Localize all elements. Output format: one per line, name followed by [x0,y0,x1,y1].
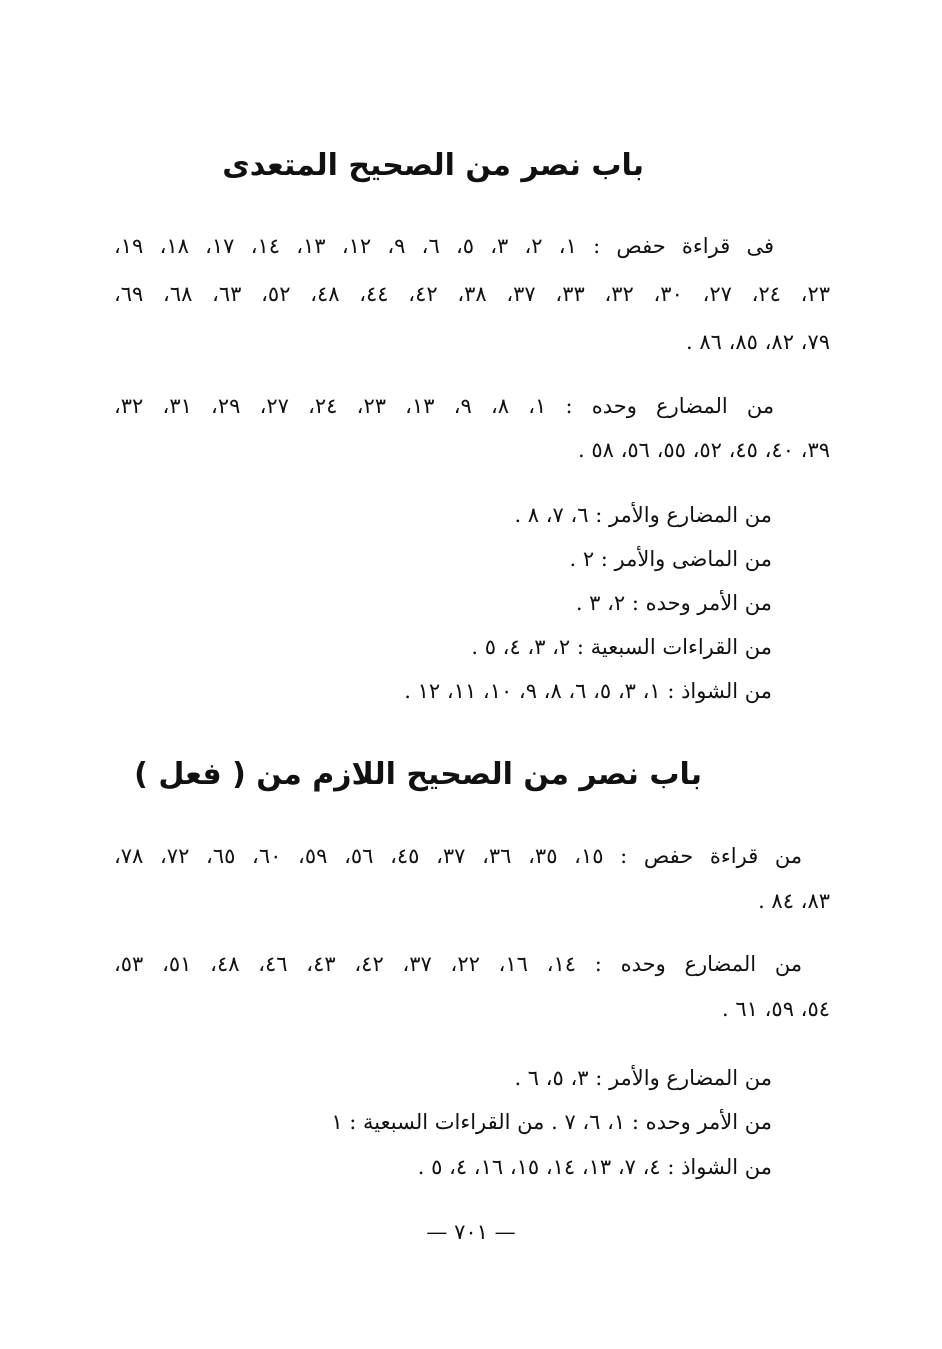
text-line: من المضارع وحده : ١، ٨، ٩، ١٣، ٢٣، ٢٤، ٢٧، ٢٩، ٣١، ٣٢، [114,394,775,418]
text-line: ٧٩، ٨٢، ٨٥، ٨٦ . [686,330,830,354]
text-line: ٣٩، ٤٠، ٤٥، ٥٢، ٥٥، ٥٦، ٥٨ . [577,438,830,462]
text-line: ٥٤، ٥٩، ٦١ . [722,997,830,1021]
text-line: ٨٣، ٨٤ . [758,889,830,913]
text-line: من المضارع والأمر : ٦، ٧، ٨ . [514,503,772,527]
text-line: من المضارع وحده : ١٤، ١٦، ٢٢، ٣٧، ٤٢، ٤٣، ٤٦، ٤٨، ٥١، ٥٣، [114,952,803,976]
text-line: فى قراءة حفص : ١، ٢، ٣، ٥، ٦، ٩، ١٢، ١٣، ١٤، ١٧، ١٨، ١٩، [114,234,775,258]
text-line: ٢٣، ٢٤، ٢٧، ٣٠، ٣٢، ٣٣، ٣٧، ٣٨، ٤٢، ٤٤، ٤٨، ٥٢، ٦٣، ٦٨، ٦٩، [114,282,830,306]
text-line: من القراءات السبعية : ٢، ٣، ٤، ٥ . [471,635,772,659]
text-line: من الشواذ : ١، ٣، ٥، ٦، ٨، ٩، ١٠، ١١، ١٢ . [404,679,772,703]
text-line: من الأمر وحده : ٢، ٣ . [575,591,772,615]
page-number: — ٧٠١ — [426,1220,516,1244]
text-line: من قراءة حفص : ١٥، ٣٥، ٣٦، ٣٧، ٤٥، ٥٦، ٥٩، ٦٠، ٦٥، ٧٢، ٧٨، [114,844,803,868]
section-heading: باب نصر من الصحيح المتعدى [222,148,644,183]
text-line: من الشواذ : ٤، ٧، ١٣، ١٤، ١٥، ١٦، ٤، ٥ . [417,1155,772,1179]
text-line: من الماضى والأمر : ٢ . [569,547,772,571]
text-line: من المضارع والأمر : ٣، ٥، ٦ . [514,1066,772,1090]
section-heading: باب نصر من الصحيح اللازم من ( فعل ) [134,757,702,792]
text-line: من الأمر وحده : ١، ٦، ٧ . من القراءات السبعية : ١ [331,1110,772,1134]
